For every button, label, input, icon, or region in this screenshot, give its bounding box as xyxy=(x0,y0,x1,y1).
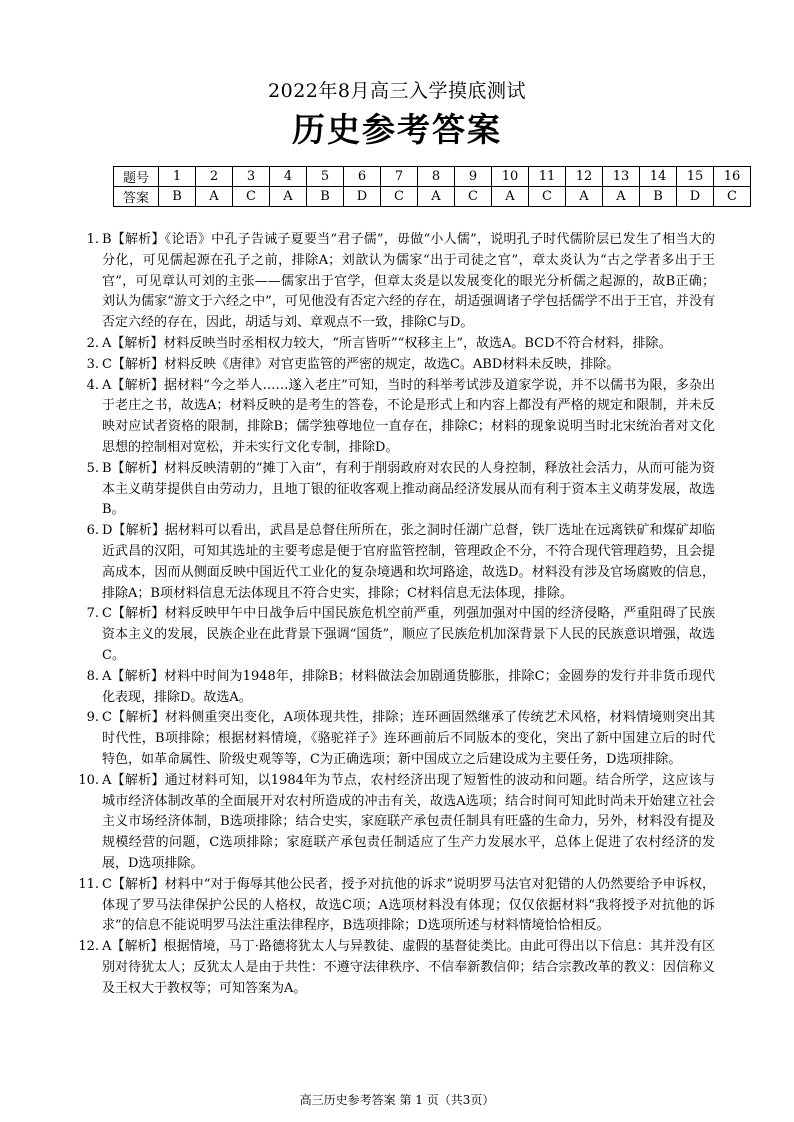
question-number: 1 xyxy=(159,167,196,187)
answer-letter: C xyxy=(455,187,492,207)
question-number: 9 xyxy=(455,167,492,187)
item-number: 12. xyxy=(78,939,99,955)
item-text: B【解析】《论语》中孔子告诫子夏要当“君子儒”，毋做“小人儒”，说明孔子时代儒阶层已发生了相当大的分化，可见儒起源在孔子之前，排除A；刘歆认为儒家“出于司徒之官”，章太炎认为“古之学者多出于王官”，可见章认可刘的主张——儒家出于官学，但章太炎是以发展变化的眼光分析儒之起源的，故B正确；刘认为儒家“游文于六经之中”，可见他没有否定六经的存在，胡适强调诸子学包括儒学不出于王官，并没有否定六经的存在，因此，胡适与刘、章观点不一致，排除C与D。 xyxy=(102,232,715,331)
exam-title: 2022年8月高三入学摸底测试 xyxy=(268,80,526,102)
answer-key-answer-row xyxy=(114,187,751,207)
explanation-item xyxy=(75,937,715,999)
question-number: 12 xyxy=(566,167,603,187)
answer-title: 历史参考答案 xyxy=(292,110,502,149)
answer-letter: C xyxy=(714,187,751,207)
question-number: 2 xyxy=(196,167,233,187)
explanation-item xyxy=(75,521,715,604)
question-number: 16 xyxy=(714,167,751,187)
answer-key-table xyxy=(113,166,751,207)
item-text: A【解析】材料中时间为1948年，排除B；材料做法会加剧通货膨胀，排除C；金圆券的发行并非货币现代化表现，排除D。故选A。 xyxy=(102,668,715,705)
answer-letter: A xyxy=(492,187,529,207)
answer-letter: B xyxy=(159,187,196,207)
explanation-item xyxy=(75,708,715,770)
answer-letter: A xyxy=(270,187,307,207)
item-number: 4. xyxy=(86,377,99,393)
item-text: C【解析】材料反映甲午中日战争后中国民族危机空前严重，列强加强对中国的经济侵略，严重阻碍了民族资本主义的发展，民族企业在此背景下强调“国货”，顺应了民族危机加深背景下人民的民族意识增强，故选C。 xyxy=(102,606,715,663)
question-number: 7 xyxy=(381,167,418,187)
question-number: 6 xyxy=(344,167,381,187)
item-text: A【解析】材料反映当时丞相权力较大，“所言皆听”“权移主上”，故选A。BCD不符合材料，排除。 xyxy=(102,335,672,351)
explanation-item xyxy=(75,667,715,709)
item-number: 10. xyxy=(78,772,99,788)
item-text: A【解析】根据情境，马丁·路德将犹太人与异教徒、虚假的基督徒类比。由此可得出以下信息：其并没有区别对待犹太人；反犹太人是由于共性：不遵守法律秩序、不信奉新教信仰；结合宗教改革的教义：因信称义及王权大于教权等；可知答案为A。 xyxy=(102,939,715,996)
question-number: 11 xyxy=(529,167,566,187)
explanation-item xyxy=(75,230,715,334)
item-number: 7. xyxy=(86,606,99,622)
question-number: 3 xyxy=(233,167,270,187)
answer-letter: B xyxy=(640,187,677,207)
row-label-number: 题号 xyxy=(114,167,159,187)
answer-letter: C xyxy=(233,187,270,207)
item-text: C【解析】材料反映《唐律》对官吏监管的严密的规定，故选C。ABD材料未反映，排除。 xyxy=(102,356,620,372)
item-text: B【解析】材料反映清朝的“摊丁入亩”，有利于削弱政府对农民的人身控制，释放社会活力，从而可能为资本主义萌芽提供自由劳动力，且地丁银的征收客观上推动商品经济发展从而有利于资本主义萌芽发展，故选B。 xyxy=(102,460,715,518)
item-number: 11. xyxy=(78,876,99,892)
item-number: 2. xyxy=(86,335,99,351)
answer-key-number-row xyxy=(114,167,751,187)
explanation-item xyxy=(75,334,715,355)
answer-letter: A xyxy=(418,187,455,207)
question-number: 14 xyxy=(640,167,677,187)
item-number: 1. xyxy=(86,232,99,247)
item-number: 9. xyxy=(86,710,99,726)
question-number: 5 xyxy=(307,167,344,187)
explanation-item xyxy=(75,459,715,521)
answer-letter: A xyxy=(566,187,603,207)
item-number: 8. xyxy=(86,668,99,684)
item-text: C【解析】材料侧重突出变化，A项体现共性，排除；连环画固然继承了传统艺术风格，材料情境则突出其时代性，B项排除；根据材料情境，《骆驼祥子》连环画前后不同版本的变化，突出了新中国建立后的时代特色，如革命属性、阶级史观等等，C为正确选项；新中国成立之后建设成为主要任务，D选项排除。 xyxy=(102,710,715,767)
page-footer: 高三历史参考答案 第 1 页（共3页） xyxy=(299,1093,495,1107)
item-number: 5. xyxy=(86,460,99,476)
item-number: 3. xyxy=(86,356,99,372)
answer-letter: C xyxy=(381,187,418,207)
question-number: 8 xyxy=(418,167,455,187)
answer-letter: A xyxy=(196,187,233,207)
row-label-answer: 答案 xyxy=(114,187,159,207)
item-text: D【解析】据材料可以看出，武昌是总督住所所在，张之洞时任湖广总督，铁厂选址在远离铁矿和煤矿却临近武昌的汉阳，可知其选址的主要考虑是便于官府监管控制，管理政企不分，不符合现代管理趋势，且会提高成本，因而从侧面反映中国近代工业化的复杂境遇和坎坷路途，故选D。材料没有涉及官场腐败的信息，排除A；B项材料信息无法体现且不符合史实，排除；C材料信息无法体现，排除。 xyxy=(102,523,715,601)
explanation-item xyxy=(75,875,715,937)
item-text: A【解析】据材料“今之举人……遂入老庄”可知，当时的科举考试涉及道家学说，并不以儒书为限，多杂出于老庄之书，故选A；材料反映的是考生的答卷，不论是形式上和内容上都没有严格的规定和限制，并未反映对应试者资格的限制，排除B；儒学独尊地位一直存在，排除C；材料的现象说明当时北宋统治者对文化思想的控制相对宽松，并未实行文化专制，排除D。 xyxy=(102,377,715,455)
explanation-item xyxy=(75,771,715,875)
question-number: 15 xyxy=(677,167,714,187)
explanation-item xyxy=(75,604,715,666)
answer-letter: D xyxy=(677,187,714,207)
question-number: 13 xyxy=(603,167,640,187)
item-text: C【解析】材料中“对于侮辱其他公民者，授予对抗他的诉求”说明罗马法官对犯错的人仍然要给予申诉权，体现了罗马法律保护公民的人格权，故选C项；A选项材料没有体现；仅仅依据材料“我将授予对抗他的诉求”的信息不能说明罗马法注重法律程序，B选项排除；D选项所述与材料情境恰恰相反。 xyxy=(102,876,715,934)
answer-letter: B xyxy=(307,187,344,207)
question-number: 4 xyxy=(270,167,307,187)
item-number: 6. xyxy=(86,523,99,539)
question-number: 10 xyxy=(492,167,529,187)
item-text: A【解析】通过材料可知，以1984年为节点，农村经济出现了短暂性的波动和问题。结合所学，这应该与城市经济体制改革的全面展开对农村所造成的冲击有关，故选A选项；结合时间可知此时尚未开始建立社会主义市场经济体制，B选项排除；结合史实，家庭联产承包责任制具有旺盛的生命力，另外，材料没有提及规模经营的问题，C选项排除；家庭联产承包责任制适应了生产力发展水平，总体上促进了农村经济的发展，D选项排除。 xyxy=(102,772,715,871)
explanation-item xyxy=(75,355,715,376)
answer-letter: A xyxy=(603,187,640,207)
answer-letter: C xyxy=(529,187,566,207)
explanation-item xyxy=(75,376,715,459)
explanation-list xyxy=(75,230,715,999)
answer-letter: D xyxy=(344,187,381,207)
